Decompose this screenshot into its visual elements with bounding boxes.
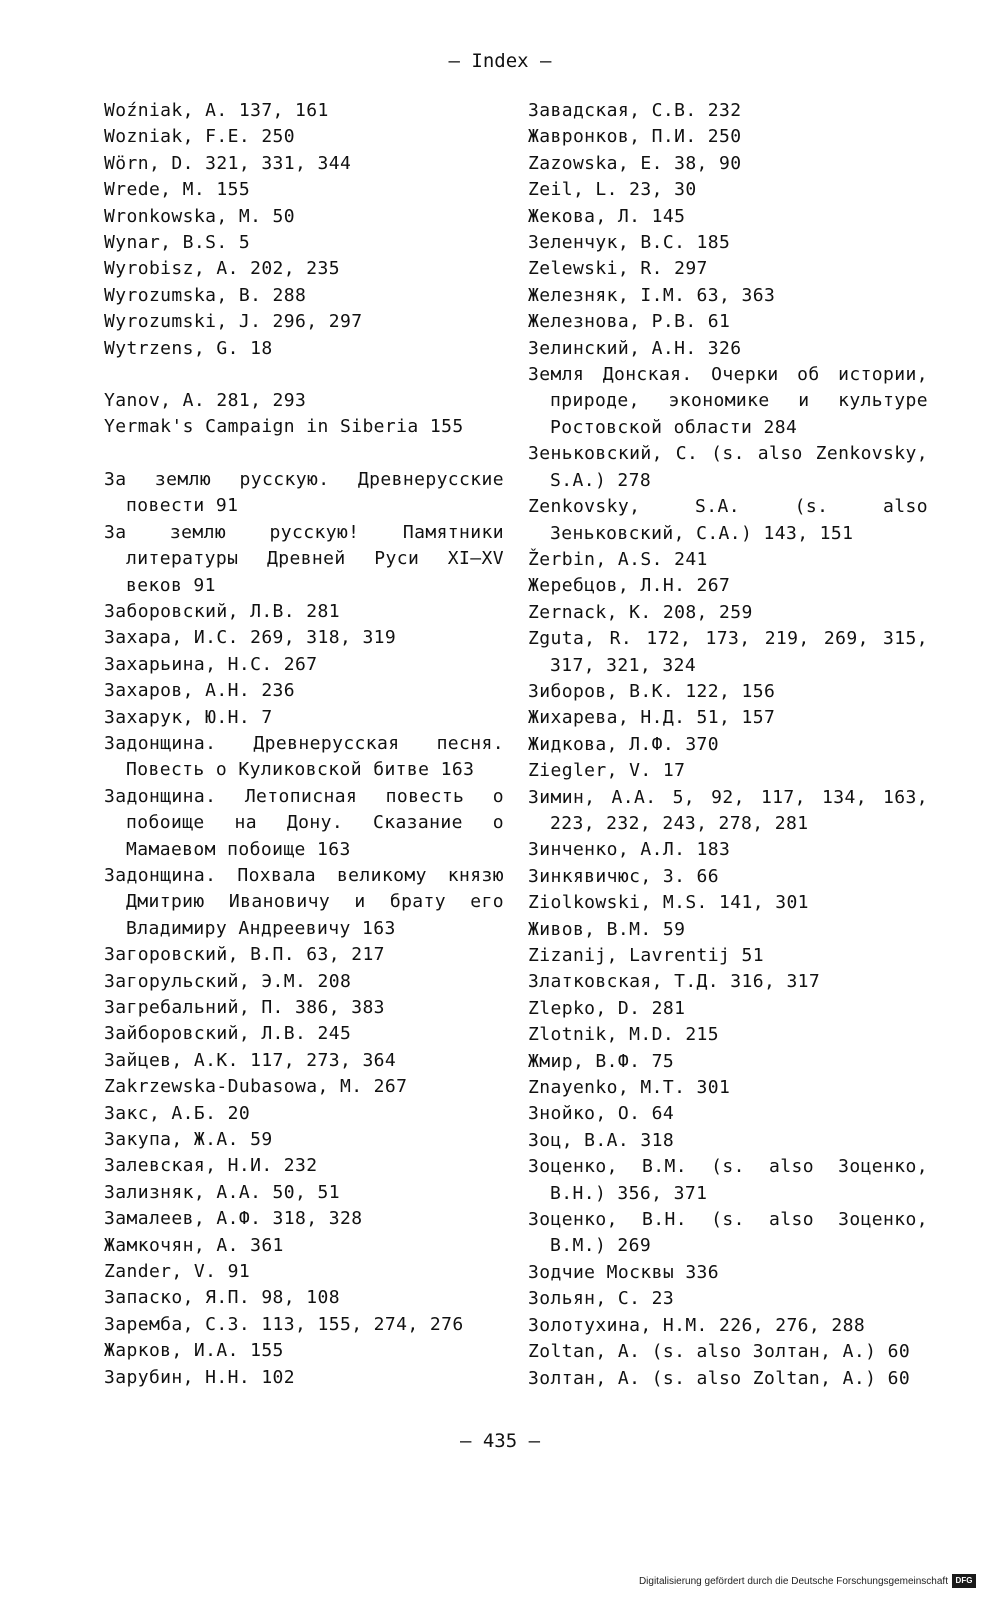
index-entry: Захара, И.С. 269, 318, 319 <box>104 627 397 649</box>
index-entry: Жамкочян, А. 361 <box>104 1234 284 1256</box>
index-entry: Zeil, L. 23, 30 <box>528 179 697 201</box>
index-entry: Zenkovsky, S.A. (s. also Зеньковский, С.А.) 143, 151 <box>528 496 928 544</box>
index-entry: Зиборов, В.К. 122, 156 <box>528 680 776 702</box>
index-entry: За землю русскую! Памятники литературы Древней Руси XI–XV веков 91 <box>104 521 504 596</box>
index-entry: Зелинский, А.Н. 326 <box>528 337 742 359</box>
entry-gap <box>104 441 504 467</box>
index-entry: Wyrozumski, J. 296, 297 <box>104 311 363 333</box>
index-entry: Золтан, А. (s. also Zoltan, A.) 60 <box>528 1367 911 1389</box>
digitization-credit: Digitalisierung gefördert durch die Deutsche Forschungsgemeinschaft <box>638 1576 948 1587</box>
index-entry: Wyrobisz, A. 202, 235 <box>104 258 340 280</box>
index-entry: Запаско, Я.П. 98, 108 <box>104 1287 340 1309</box>
index-entry: Zlepko, D. 281 <box>528 997 686 1019</box>
index-entry: Zazowska, E. 38, 90 <box>528 152 742 174</box>
index-entry: Wörn, D. 321, 331, 344 <box>104 152 352 174</box>
entry-gap <box>104 362 504 388</box>
index-entry: Зеленчук, В.С. 185 <box>528 232 731 254</box>
index-entry: Znayenko, M.T. 301 <box>528 1077 731 1099</box>
index-entry: Жавронков, П.И. 250 <box>528 126 742 148</box>
index-entry: Заремба, С.З. 113, 155, 274, 276 <box>104 1313 464 1335</box>
page-number: – 435 – <box>459 1430 541 1452</box>
index-entry: Wynar, B.S. 5 <box>104 232 251 254</box>
index-entry: Зайборовский, Л.В. 245 <box>104 1023 352 1045</box>
index-entry: Zander, V. 91 <box>104 1261 251 1283</box>
index-entry: Zlotnik, M.D. 215 <box>528 1024 720 1046</box>
index-entry: Завадская, С.В. 232 <box>528 100 742 121</box>
index-entry: Зольян, С. 23 <box>528 1288 675 1310</box>
index-entry: Yanov, A. 281, 293 <box>104 390 307 412</box>
index-entry: Жидкова, Л.Ф. 370 <box>528 733 720 755</box>
index-entry: Загребальний, П. 386, 383 <box>104 997 385 1018</box>
index-entry: Залевская, Н.И. 232 <box>104 1155 318 1177</box>
index-entry: Zakrzewska-Dubasowa, M. 267 <box>104 1076 408 1098</box>
index-entry: Zguta, R. 172, 173, 219, 269, 315, 317, 321, 324 <box>528 628 928 676</box>
index-entry: Жарков, И.А. 155 <box>104 1340 284 1362</box>
index-entry: Железняк, I.M. 63, 363 <box>528 284 776 306</box>
index-entry: Wozniak, F.E. 250 <box>104 126 296 148</box>
index-entry: Замалеев, А.Ф. 318, 328 <box>104 1208 363 1230</box>
index-entry: Жекова, Л. 145 <box>528 205 686 227</box>
index-entry: Золотухина, Н.М. 226, 276, 288 <box>528 1314 866 1336</box>
index-entry: Zizanij, Lavrentij 51 <box>528 945 764 966</box>
index-entry: Закс, А.Б. 20 <box>104 1102 251 1124</box>
index-entry: Жмир, В.Ф. 75 <box>528 1050 675 1072</box>
index-entry: Зоц, В.А. 318 <box>528 1129 675 1151</box>
index-entry: Зоценко, В.М. (s. also Зоценко, В.Н.) 356, 371 <box>528 1156 928 1204</box>
index-entry: Žerbin, A.S. 241 <box>528 548 708 570</box>
index-entry: Wrede, M. 155 <box>104 179 251 201</box>
index-entry: Захарук, Ю.Н. 7 <box>104 706 273 728</box>
index-entry: Златковская, Т.Д. 316, 317 <box>528 971 821 993</box>
index-column-left <box>104 98 504 1391</box>
index-entry: Zernack, K. 208, 259 <box>528 601 753 623</box>
index-entry: Железнова, Р.В. 61 <box>528 311 731 333</box>
index-entry: Ziegler, V. 17 <box>528 760 686 782</box>
index-entry: Зодчие Москвы 336 <box>528 1261 720 1283</box>
index-entry: Зайцев, А.К. 117, 273, 364 <box>104 1049 397 1071</box>
index-entry: Wyrozumska, B. 288 <box>104 284 307 306</box>
index-entry: Захаров, А.Н. 236 <box>104 680 296 702</box>
index-entry: Загоровский, В.П. 63, 217 <box>104 944 385 966</box>
index-entry: Zoltan, A. (s. also Золтан, А.) 60 <box>528 1341 911 1363</box>
index-entry: Зимин, А.А. 5, 92, 117, 134, 163, 223, 232, 243, 278, 281 <box>528 786 928 834</box>
index-entry: Зоценко, В.Н. (s. also Зоценко, В.М.) 269 <box>528 1209 928 1257</box>
index-entry: Загорульский, Э.М. 208 <box>104 970 352 992</box>
index-entry: Знойко, О. 64 <box>528 1103 675 1125</box>
index-entry: Живов, В.М. 59 <box>528 918 686 940</box>
index-entry: Захарьина, Н.С. 267 <box>104 653 318 675</box>
index-entry: Wronkowska, M. 50 <box>104 205 296 227</box>
index-entry: Yermak's Campaign in Siberia 155 <box>104 416 464 438</box>
index-entry: Зарубин, Н.Н. 102 <box>104 1366 296 1388</box>
index-entry: Земля Донская. Очерки об истории, природе, экономике и культуре Ростовской области 284 <box>528 364 928 438</box>
index-entry: За землю русскую. Древнерусские повести 91 <box>104 468 504 517</box>
index-entry: Заборовский, Л.В. 281 <box>104 600 340 622</box>
index-entry: Wytrzens, G. 18 <box>104 337 273 359</box>
index-entry: Задонщина. Древнерусская песня. Повесть о Куликовской битве 163 <box>104 732 504 781</box>
index-entry: Зинченко, А.Л. 183 <box>528 839 731 861</box>
index-entry: Зализняк, А.А. 50, 51 <box>104 1181 340 1203</box>
index-entry: Зинкявичюс, З. 66 <box>528 865 720 887</box>
dfg-logo-icon: DFG <box>952 1574 976 1588</box>
index-entry: Задонщина. Летописная повесть о побоище на Дону. Сказание о Мамаевом побоище 163 <box>104 785 504 860</box>
index-entry: Woźniak, A. 137, 161 <box>104 100 329 121</box>
index-column-right <box>528 98 928 1392</box>
index-entry: Жихарева, Н.Д. 51, 157 <box>528 707 776 729</box>
page-header: – Index – <box>448 50 552 72</box>
index-entry: Ziolkowski, M.S. 141, 301 <box>528 892 809 914</box>
index-entry: Закупа, Ж.А. 59 <box>104 1129 273 1151</box>
index-entry: Zelewski, R. 297 <box>528 258 708 280</box>
index-entry: Жеребцов, Л.Н. 267 <box>528 575 731 597</box>
index-entry: Зеньковский, С. (s. also Zenkovsky, S.A.) 278 <box>528 443 928 491</box>
index-entry: Задонщина. Похвала великому князю Дмитрию Ивановичу и брату его Владимиру Андреевичу 163 <box>104 864 504 939</box>
